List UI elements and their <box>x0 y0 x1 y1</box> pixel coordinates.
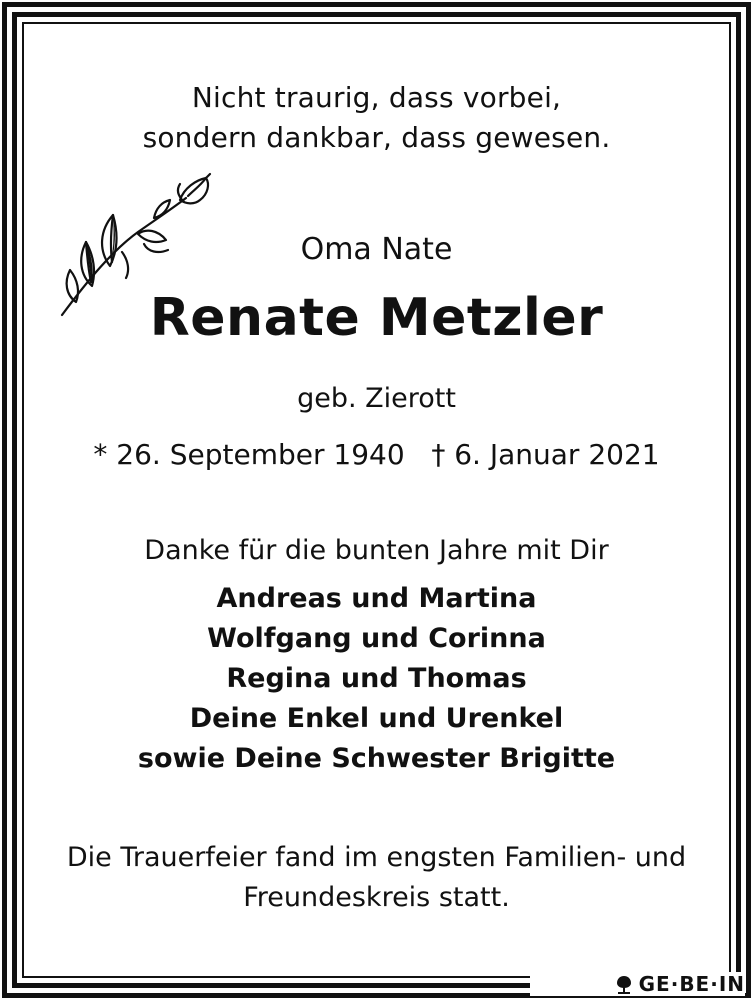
family-member: Regina und Thomas <box>226 663 527 694</box>
maiden-name: geb. Zierott <box>297 383 456 414</box>
notice-line-2: Freundeskreis statt. <box>243 882 510 913</box>
notice-line-1: Die Trauerfeier fand im engsten Familien- und <box>66 842 687 873</box>
family-member: Deine Enkel und Urenkel <box>189 703 564 734</box>
inner-border <box>22 22 731 978</box>
deceased-name: Renate Metzler <box>149 288 604 348</box>
thanks-line: Danke für die bunten Jahre mit Dir <box>144 535 609 566</box>
motto-line-2: sondern dankbar, dass gewesen. <box>142 121 611 154</box>
family-member: Andreas und Martina <box>216 583 537 614</box>
motto-line-1: Nicht traurig, dass vorbei, <box>191 81 562 114</box>
publisher-logo <box>530 972 745 996</box>
rose-icon <box>615 974 633 994</box>
life-dates: * 26. September 1940 † 6. Januar 2021 <box>93 438 660 471</box>
nickname: Oma Nate <box>300 232 453 267</box>
family-member: sowie Deine Schwester Brigitte <box>137 743 616 774</box>
logo-text: GE·BE·IN <box>638 972 745 996</box>
family-member: Wolfgang und Corinna <box>207 623 546 654</box>
